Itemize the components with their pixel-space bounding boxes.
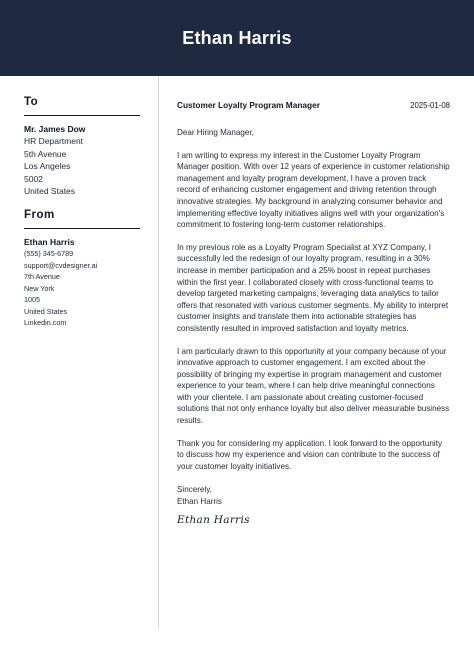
column-divider [158,76,159,628]
from-heading: From [24,209,55,222]
letter-date: 2025-01-08 [410,101,450,110]
sender-section [24,209,150,329]
header-banner [0,0,474,76]
handwritten-signature: Ethan Harris [177,513,250,526]
paragraph-2: In my previous role as a Loyalty Program Specialist at XYZ Company, I successfully led the redesign of our loyalty program, resulting in a 30% increase in member participation and a 25% boost in repeat purchases within the first year. I collaborated closely with cross-functional teams to develop targeted marketing campaigns, leveraging data analytics to tailor offers that resonated with various customer segments. My ability to interpret customer insights and translate them into actionable strategies has consistently resulted in improved satisfaction and loyalty metrics. [177,242,449,333]
sender-linkedin: Linkedin.com [24,318,67,328]
sender-zip: 1005 [24,295,40,305]
sender-name: Ethan Harris [24,237,75,248]
letter-subject: Customer Loyalty Program Manager [177,100,320,110]
letter-body [177,100,450,526]
from-heading-rule [24,228,140,229]
sender-street: 7th Avenue [24,272,60,282]
to-heading: To [24,96,39,108]
recipient-city: Los Angeles [24,161,71,172]
salutation: Dear Hiring Manager, [177,128,254,137]
paragraph-1: I am writing to express my interest in the Customer Loyalty Program Manager position. With over 12 years of experience in customer relationship management and loyalty program development, I have a proven track record of enhancing customer engagement and driving retention through innovative strategies. My background in analyzing consumer behavior and implementing effective loyalty initiatives aligns well with your organization's commitment to fostering long-term customer relationships. [177,150,450,230]
recipient-country: United States [24,186,76,197]
paragraph-4: Thank you for considering my application. I look forward to the opportunity to discuss how my experience and vision can contribute to the success of your customer loyalty initiatives. [177,438,442,471]
paragraph-3: I am particularly drawn to this opportunity at your company because of your innovative approach to customer engagement. I am excited about the possibility of bringing my expertise in program management and customer experience to your team, where I can help drive meaningful connections with your clientele. I am passionate about creating customer-focused solutions that not only enhance loyalty but also deliver measurable business results. [177,346,450,426]
applicant-name: Ethan Harris [182,27,292,48]
recipient-section [24,96,150,197]
subject-row [177,100,450,110]
sender-phone: (555) 345-6789 [24,249,74,259]
sender-city: New York [24,283,55,293]
sender-country: United States [24,306,68,316]
closing-phrase: Sincerely, [177,485,212,495]
sender-email: support@cvdesigner.ai [24,260,98,270]
closing-name: Ethan Harris [177,497,222,507]
recipient-zip: 5002 [24,173,43,184]
recipient-name: Mr. James Dow [24,124,86,134]
recipient-street: 5th Avenue [24,148,67,159]
to-heading-rule [24,115,140,116]
recipient-department: HR Department [24,136,84,147]
sidebar [24,96,150,329]
